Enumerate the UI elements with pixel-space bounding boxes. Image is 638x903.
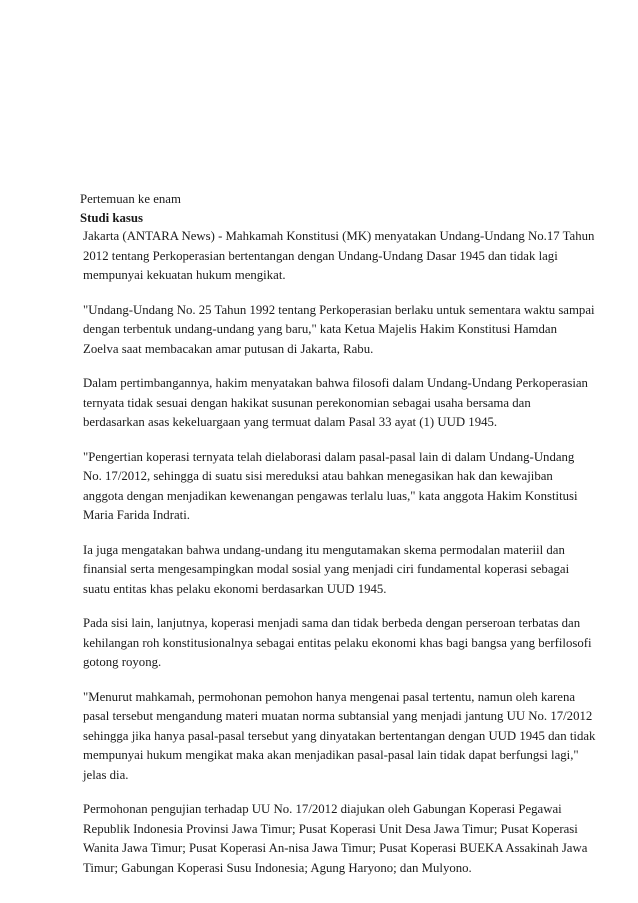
paragraph-line: Timur; Gabungan Koperasi Susu Indonesia; Agung Haryono; dan Mulyono.: [83, 860, 472, 875]
paragraph-line: 2012 tentang Perkoperasian bertentangan dengan Undang-Undang Dasar 1945 dan tidak lagi: [83, 248, 558, 263]
paragraph: [83, 800, 607, 878]
paragraph-line: Republik Indonesia Provinsi Jawa Timur; Pusat Koperasi Unit Desa Jawa Timur; Pusat Koperasi: [83, 821, 578, 836]
meeting-heading: Pertemuan ke enam: [80, 192, 181, 206]
paragraph-line: Pada sisi lain, lanjutnya, koperasi menjadi sama dan tidak berbeda dengan perseroan terbatas dan: [83, 616, 581, 630]
paragraph-line: Jakarta (ANTARA News) - Mahkamah Konstitusi (MK) menyatakan Undang-Undang No.17 Tahun: [83, 229, 595, 243]
paragraph: [83, 614, 607, 673]
paragraph-line: Zoelva saat membacakan amar putusan di Jakarta, Rabu.: [83, 341, 374, 356]
paragraph-line: Maria Farida Indrati.: [83, 508, 190, 522]
paragraph-line: "Undang-Undang No. 25 Tahun 1992 tentang Perkoperasian berlaku untuk sementara waktu sampai: [83, 302, 595, 317]
paragraph: [83, 374, 607, 433]
paragraph-line: Dalam pertimbangannya, hakim menyatakan bahwa filosofi dalam Undang-Undang Perkoperasian: [83, 376, 588, 390]
paragraph-line: mempunyai hukum mengikat maka akan menjadikan pasal-pasal lain tidak dapat berfungsi lagi,": [83, 748, 579, 762]
paragraph-line: "Menurut mahkamah, permohonan pemohon hanya mengenai pasal tertentu, namun oleh karena: [83, 689, 576, 704]
document-body: [83, 227, 607, 893]
paragraph-line: anggota dengan menjadikan kewenangan pengawas terlalu luas," kata anggota Hakim Konstitusi: [83, 488, 578, 503]
paragraph: [83, 688, 607, 786]
paragraph-line: Permohonan pengujian terhadap UU No. 17/2012 diajukan oleh Gabungan Koperasi Pegawai: [83, 802, 562, 816]
paragraph: [83, 448, 607, 526]
paragraph-line: mempunyai kekuatan hukum mengikat.: [83, 268, 286, 282]
paragraph-line: Ia juga mengatakan bahwa undang-undang itu mengutamakan skema permodalan materiil dan: [83, 542, 565, 557]
paragraph-line: "Pengertian koperasi ternyata telah dielaborasi dalam pasal-pasal lain di dalam Undang-Undang: [83, 449, 575, 464]
paragraph-line: sehingga jika hanya pasal-pasal tersebut yang dinyatakan bertentangan dengan UUD 1945 dan tidak: [83, 728, 596, 743]
paragraph-line: finansial serta mengesampingkan modal sosial yang menjadi ciri fundamental koperasi sebagai: [83, 562, 570, 576]
paragraph-line: dengan terbentuk undang-undang yang baru," kata Ketua Majelis Hakim Konstitusi Hamdan: [83, 322, 557, 336]
paragraph-line: jelas dia.: [83, 767, 129, 782]
paragraph-line: gotong royong.: [83, 655, 162, 669]
paragraph-line: ternyata tidak sesuai dengan hakikat susunan perekonomian sebagai usaha bersama dan: [83, 395, 531, 410]
paragraph-line: suatu entitas khas pelaku ekonomi berdasarkan UUD 1945.: [83, 581, 387, 596]
paragraph-line: Wanita Jawa Timur; Pusat Koperasi An-nisa Jawa Timur; Pusat Koperasi BUEKA Assakinah Jawa: [83, 841, 588, 855]
paragraph-line: No. 17/2012, sehingga di suatu sisi mereduksi atau bahkan menegasikan hak dan kewajiban: [83, 469, 553, 483]
paragraph-line: pasal tersebut mengandung materi muatan norma subtansial yang menjadi jantung UU No. 17/2012: [83, 709, 593, 723]
paragraph: [83, 227, 607, 286]
case-study-heading: Studi kasus: [80, 211, 143, 225]
paragraph-line: berdasarkan asas kekeluargaan yang termuat dalam Pasal 33 ayat (1) UUD 1945.: [83, 415, 498, 429]
paragraph: [83, 541, 607, 600]
paragraph-line: kehilangan roh konstitusionalnya sebagai entitas pelaku ekonomi khas bagi bangsa yang berfilosofi: [83, 635, 592, 650]
paragraph: [83, 301, 607, 360]
